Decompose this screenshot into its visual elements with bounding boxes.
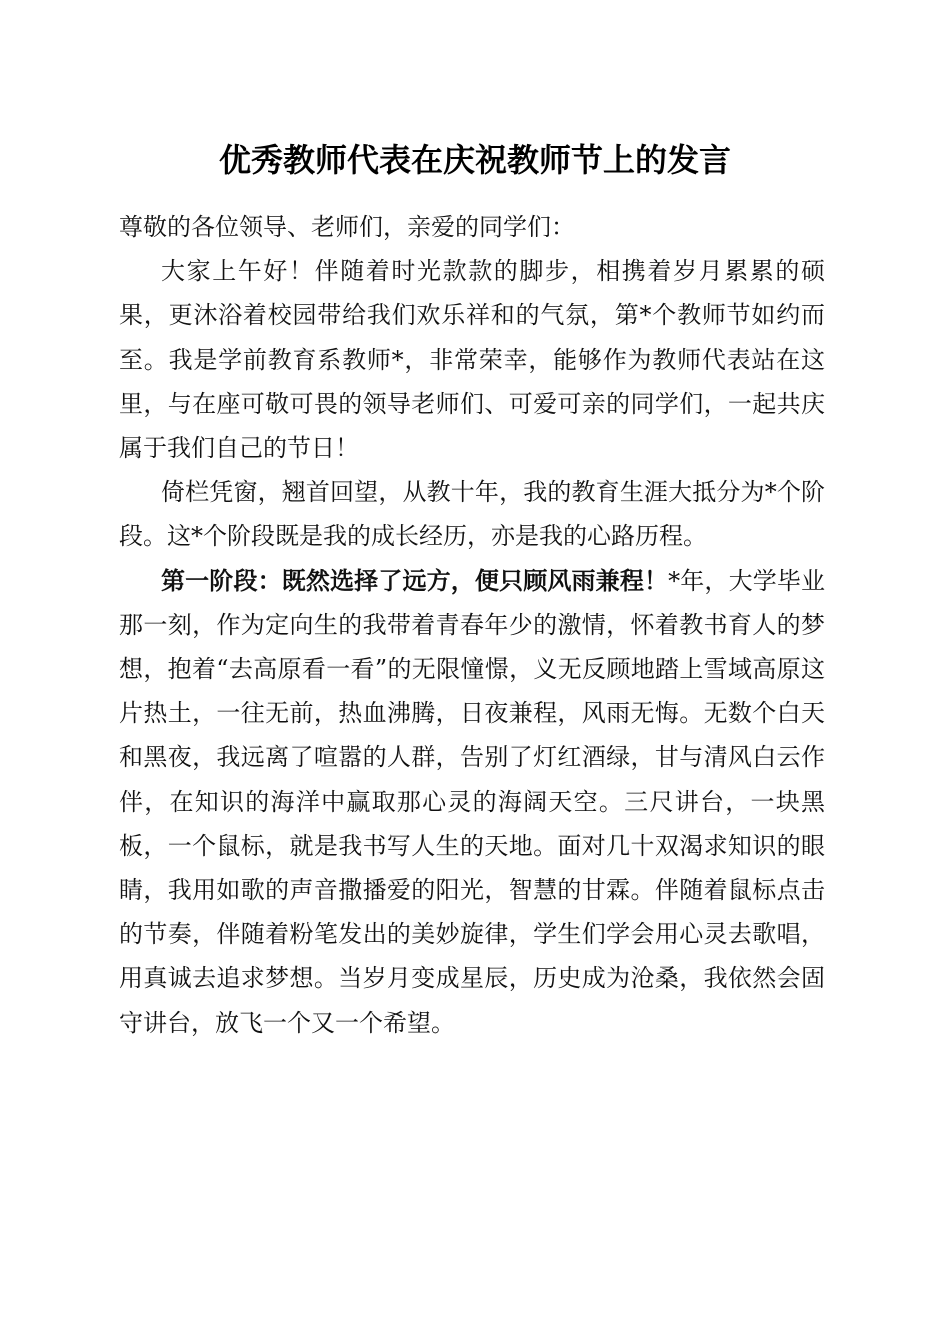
stage-one-text: *年，大学毕业那一刻，作为定向生的我带着青春年少的激情，怀着教书育人的梦想，抱着“去高原看一看”的无限憧憬，义无反顾地踏上雪域高原这片热土，一往无前，热血沸腾，日夜兼程，风雨无悔。无数个白天和黑夜，我远离了喧嚣的人群，告别了灯红酒绿，甘与清风白云作伴，在知识的海洋中赢取那心灵的海阔天空。三尺讲台，一块黑板，一个鼠标，就是我书写人生的天地。面对几十双渴求知识的眼睛，我用如歌的声音撒播爱的阳光，智慧的甘霖。伴随着鼠标点击的节奏，伴随着粉笔发出的美妙旋律，学生们学会用心灵去歌唱，用真诚去追求梦想。当岁月变成星辰，历史成为沧桑，我依然会固守讲台，放飞一个又一个希望。	[119, 566, 826, 1037]
document-title: 优秀教师代表在庆祝教师节上的发言	[218, 141, 731, 179]
paragraph-stages-intro: 倚栏凭窗，翘首回望，从教十年，我的教育生涯大抵分为*个阶段。这*个阶段既是我的成长经历，亦是我的心路历程。	[119, 478, 825, 551]
stage-one-heading: 第一阶段：既然选择了远方，便只顾风雨兼程！	[161, 565, 669, 595]
salutation: 尊敬的各位领导、老师们，亲爱的同学们：	[119, 213, 575, 241]
document-body	[119, 205, 825, 1045]
paragraph-stage-one	[119, 559, 825, 1045]
paragraph-greeting: 大家上午好！伴随着时光款款的脚步，相携着岁月累累的硕果，更沐浴着校园带给我们欢乐祥和的气氛，第*个教师节如约而至。我是学前教育系教师*，非常荣幸，能够作为教师代表站在这里，与在座可敬可畏的领导老师们、可爱可亲的同学们，一起共庆属于我们自己的节日！	[119, 257, 825, 463]
